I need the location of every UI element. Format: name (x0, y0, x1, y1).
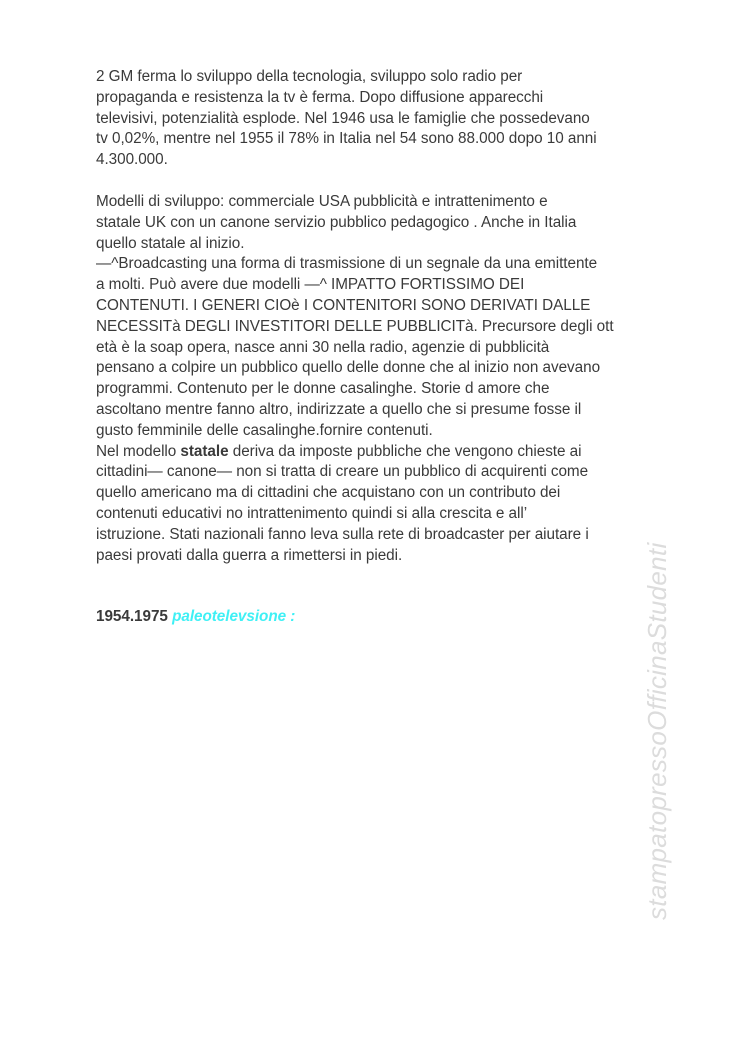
text-line: pensano a colpire un pubblico quello delle donne che al inizio non avevano (96, 359, 601, 377)
heading-term: paleotelevsione (172, 608, 287, 626)
section-heading (96, 607, 656, 628)
text-line: —^Broadcasting una forma di trasmissione di un segnale da una emittente (96, 255, 598, 273)
text-line: contenuti educativi no intrattenimento quindi si alla crescita e all’ (96, 504, 528, 522)
text-line: 4.300.000. (96, 151, 168, 169)
text-line: a molti. Può avere due modelli —^ IMPATTO FORTISSIMO DEI (96, 276, 525, 294)
text-line: televisivi, potenzialità esplode. Nel 1946 usa le famiglie che possedevano (96, 109, 590, 127)
text-fragment: Nel modello (96, 442, 181, 460)
text-line: tv 0,02%, mentre nel 1955 il 78% in Italia nel 54 sono 88.000 dopo 10 anni (96, 130, 597, 148)
text-line: ascoltano mentre fanno altro, indirizzate a quello che si presume fosse il (96, 400, 582, 418)
text-line: 2 GM ferma lo sviluppo della tecnologia, sviluppo solo radio per (96, 68, 523, 85)
text-line: paesi provati dalla guerra a rimettersi in piedi. (96, 546, 403, 564)
text-line: istruzione. Stati nazionali fanno leva sulla rete di broadcaster per aiutare i (96, 525, 589, 543)
text-line: programmi. Contenuto per le donne casalinghe. Storie d amore che (96, 380, 550, 398)
heading-suffix: : (286, 608, 296, 626)
heading-years: 1954.1975 (96, 608, 173, 626)
text-fragment: deriva da imposte pubbliche che vengono chieste ai (228, 442, 582, 460)
text-line: quello statale al inizio. (96, 234, 245, 252)
document-body (96, 67, 656, 628)
paragraph-statale (96, 442, 656, 567)
text-line: CONTENUTI. I GENERI CIOè I CONTENITORI SONO DERIVATI DALLE (96, 296, 591, 314)
paragraph-models (96, 192, 656, 442)
text-line: età è la soap opera, nasce anni 30 nella radio, agenzie di pubblicità (96, 338, 550, 356)
watermark: stampatopressoOfficinaStudenti (642, 542, 672, 920)
bold-keyword: statale (180, 442, 229, 460)
text-line: gusto femminile delle casalinghe.fornire contenuti. (96, 421, 433, 439)
text-line: quello americano ma di cittadini che acquistano con un contributo dei (96, 484, 561, 502)
paragraph-history (96, 67, 656, 171)
text-line (96, 442, 656, 463)
text-line: cittadini— canone— non si tratta di creare un pubblico di acquirenti come (96, 463, 589, 481)
text-line: statale UK con un canone servizio pubblico pedagogico . Anche in Italia (96, 213, 577, 231)
text-line: Modelli di sviluppo: commerciale USA pubblicità e intrattenimento e (96, 192, 548, 210)
text-line: propaganda e resistenza la tv è ferma. Dopo diffusione apparecchi (96, 88, 544, 106)
text-line: NECESSITà DEGLI INVESTITORI DELLE PUBBLICITà. Precursore degli ott (96, 317, 614, 335)
